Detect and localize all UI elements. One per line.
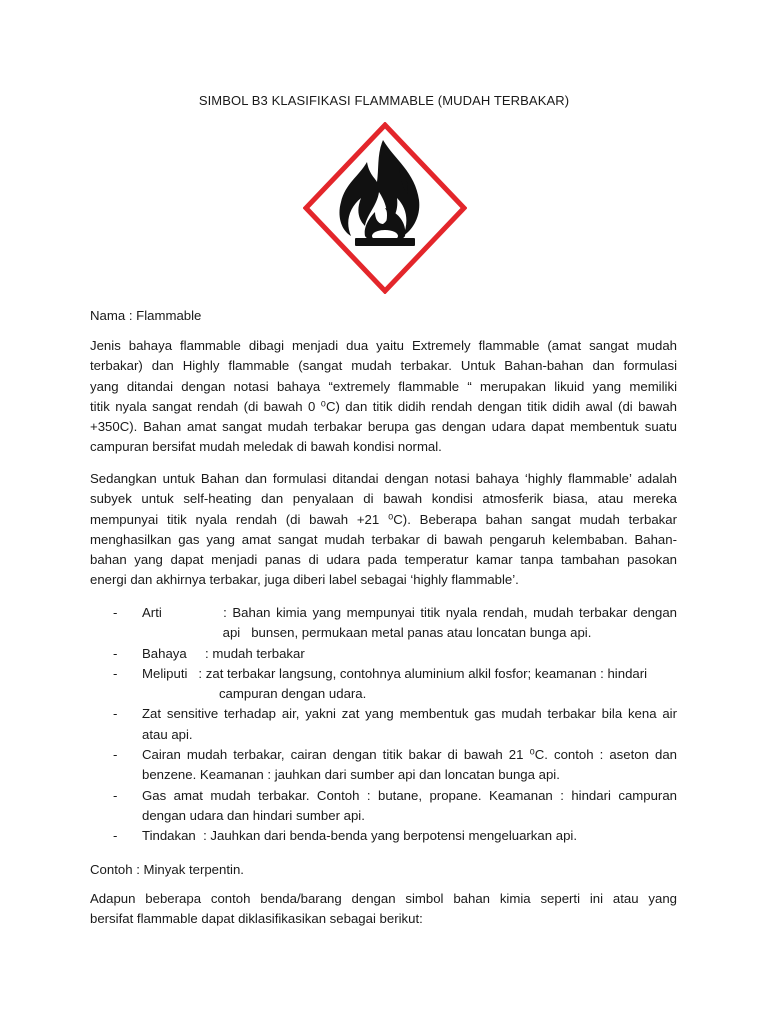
list-line: atau api. xyxy=(142,726,193,742)
list-item xyxy=(90,704,677,745)
list-line: Gas amat mudah terbakar. Contoh : butane, propane. Keamanan : hindari campuran xyxy=(142,787,677,803)
name-line: Nama : Flammable xyxy=(90,308,202,323)
list-item xyxy=(90,603,677,644)
list-line: Bahaya : mudah terbakar xyxy=(142,645,305,661)
paragraph-line: mempunyai titik nyala rendah (di bawah +21 ⁰C). Beberapa bahan sangat mudah terbakar xyxy=(90,511,677,527)
paragraph-line: menghasilkan gas yang amat sangat mudah terbakar di bawah pengaruh kelembaban. Bahan- xyxy=(90,531,677,547)
paragraph-2 xyxy=(90,469,677,591)
list-line: api bunsen, permukaan metal panas atau loncatan bunga api. xyxy=(142,625,592,641)
paragraph-line: yang ditandai dengan notasi bahaya “extremely flammable “ merupakan likuid yang memiliki xyxy=(90,378,677,394)
list-dash: - xyxy=(113,706,118,722)
list-item xyxy=(90,644,677,664)
paragraph-line: bersifat flammable dapat diklasifikasikan sebagai berikut: xyxy=(90,911,423,927)
list-item xyxy=(90,786,677,827)
paragraph-line: titik nyala sangat rendah (di bawah 0 ⁰C) dan titik didih rendah dengan titik didih awal (di bawah xyxy=(90,398,677,414)
list-dash: - xyxy=(113,828,118,844)
paragraph-1 xyxy=(90,336,677,458)
flammable-hazard-symbol xyxy=(303,122,467,294)
page-title: SIMBOL B3 KLASIFIKASI FLAMMABLE (MUDAH TERBAKAR) xyxy=(198,93,570,108)
list-dash: - xyxy=(113,605,118,620)
paragraph-line: subyek untuk self-heating dan penyalaan di bawah kondisi atmosferik biasa, atau mereka xyxy=(90,491,677,507)
list-line: Tindakan : Jauhkan dari benda-benda yang berpotensi mengeluarkan api. xyxy=(142,828,578,844)
paragraph-line: terbakar) dan Highly flammable (sangat mudah terbakar. Untuk Bahan-bahan dan formulasi xyxy=(90,358,677,374)
list-line: benzene. Keamanan : jauhkan dari sumber api dan loncatan bunga api. xyxy=(142,767,560,783)
list-item xyxy=(90,826,677,846)
list-dash: - xyxy=(113,747,118,763)
list-item xyxy=(90,664,677,705)
paragraph-line: +350C). Bahan amat sangat mudah terbakar berupa gas dengan udara dapat membentuk suatu xyxy=(90,419,677,435)
list-line: dengan udara dan hindari sumber api. xyxy=(142,807,365,823)
list-line: Arti : Bahan kimia yang mempunyai titik nyala rendah, mudah terbakar dengan xyxy=(142,605,677,620)
list-line: Zat sensitive terhadap air, yakni zat yang membentuk gas mudah terbakar bila kena air xyxy=(142,706,677,722)
list-line: campuran dengan udara. xyxy=(142,686,367,702)
list-dash: - xyxy=(113,665,118,681)
example-line: Contoh : Minyak terpentin. xyxy=(90,862,244,877)
paragraph-line: energi dan akhirnya terbakar, juga diberi label sebagai ‘highly flammable’. xyxy=(90,572,519,588)
paragraph-line: Adapun beberapa contoh benda/barang dengan simbol bahan kimia seperti ini atau yang xyxy=(90,891,677,906)
paragraph-line: campuran bersifat mudah meledak di bawah kondisi normal. xyxy=(90,439,442,455)
list-dash: - xyxy=(113,787,118,803)
list-dash: - xyxy=(113,645,118,661)
list-line: Cairan mudah terbakar, cairan dengan titik bakar di bawah 21 ⁰C. contoh : aseton dan xyxy=(142,747,677,763)
paragraph-line: bahan yang dapat menjadi panas di udara pada temperatur kamar tanpa tambahan pasokan xyxy=(90,552,677,568)
list-item xyxy=(90,745,677,786)
list-line: Meliputi : zat terbakar langsung, contohnya aluminium alkil fosfor; keamanan : hindari xyxy=(142,665,648,681)
paragraph-3 xyxy=(90,889,677,930)
hazard-info-list xyxy=(90,603,677,847)
paragraph-line: Jenis bahaya flammable dibagi menjadi dua yaitu Extremely flammable (amat sangat mudah xyxy=(90,338,677,353)
paragraph-line: Sedangkan untuk Bahan dan formulasi ditandai dengan notasi bahaya ‘highly flammable’ adalah xyxy=(90,471,677,486)
